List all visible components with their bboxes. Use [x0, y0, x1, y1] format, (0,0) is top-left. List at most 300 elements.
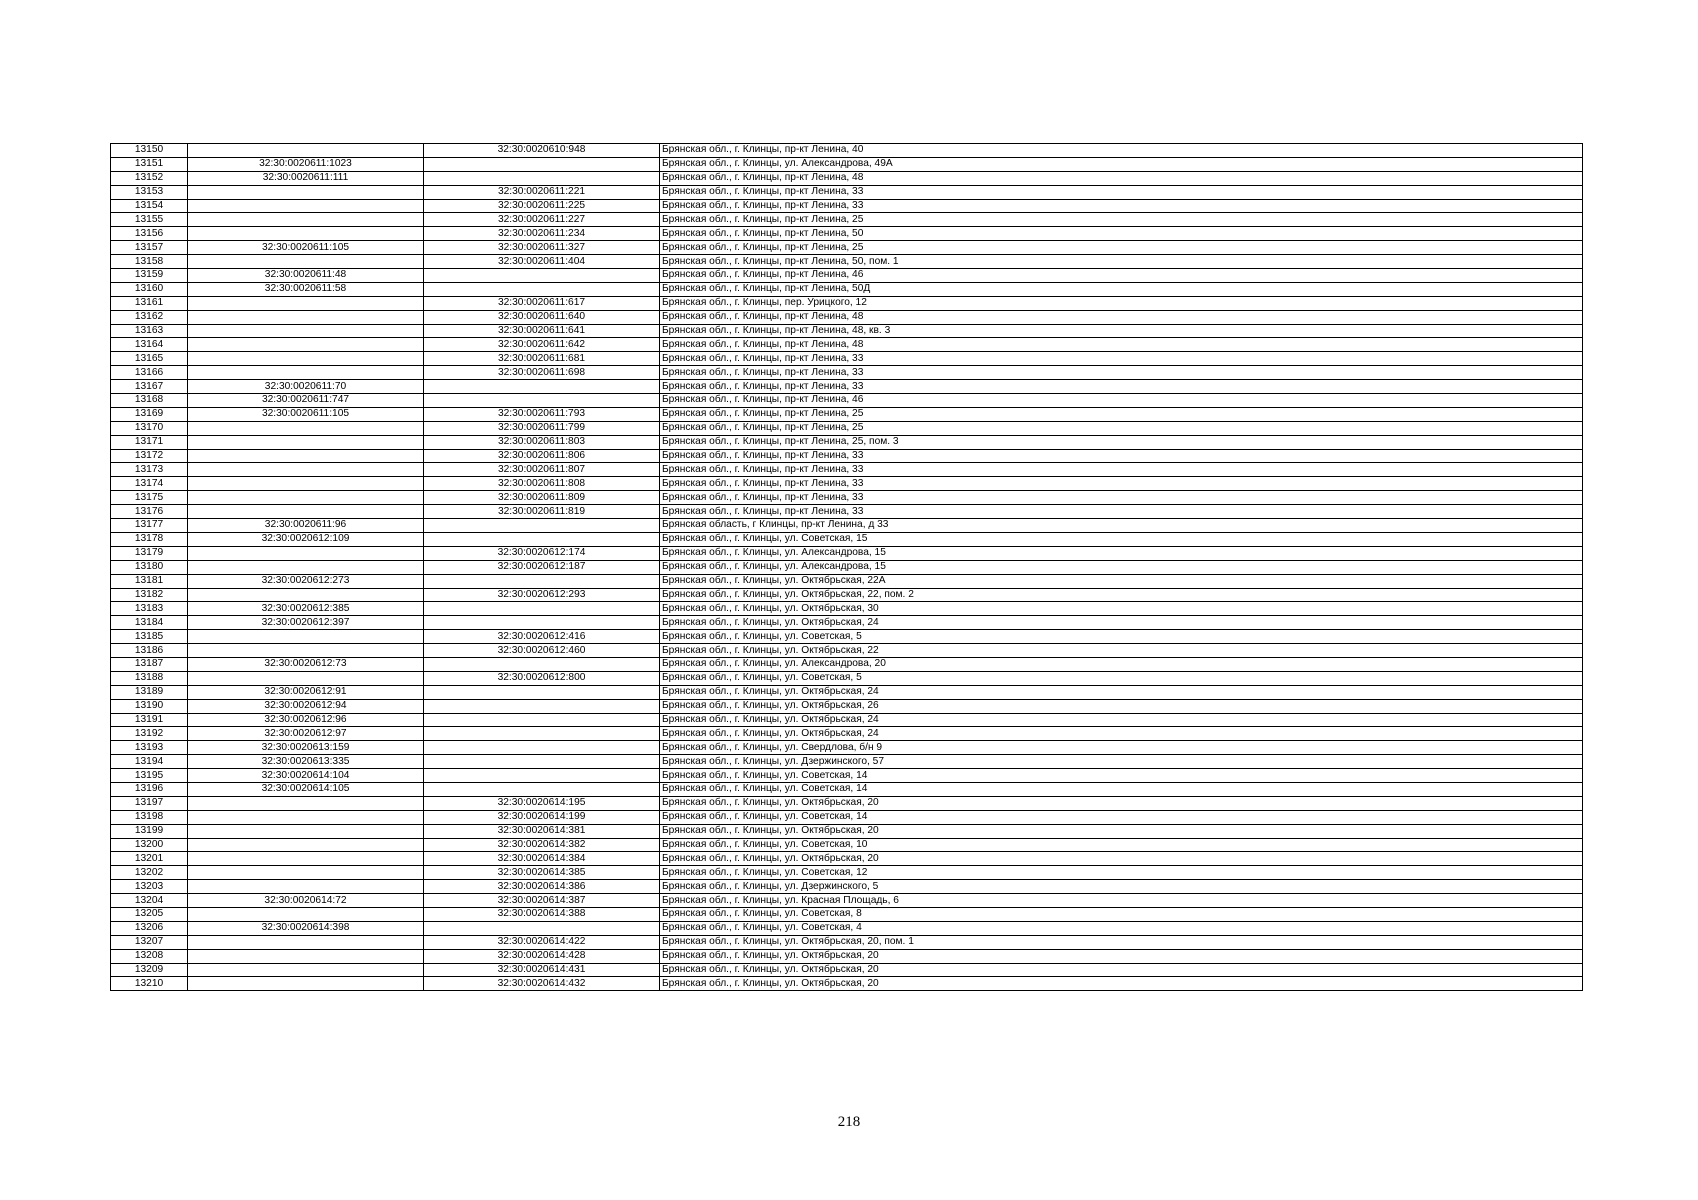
address: Брянская обл., г. Клинцы, ул. Советская, 5: [660, 630, 1583, 644]
cadastral-number-object: 32:30:0020611:404: [424, 255, 660, 269]
cadastral-number-object: 32:30:0020614:428: [424, 949, 660, 963]
cadastral-number-parcel: [188, 838, 424, 852]
table-row: [111, 505, 1583, 519]
address: Брянская обл., г. Клинцы, пр-кт Ленина, 33: [660, 491, 1583, 505]
cadastral-number-parcel: 32:30:0020611:105: [188, 407, 424, 421]
row-number: 13155: [111, 213, 188, 227]
cadastral-number-object: [424, 657, 660, 671]
row-number: 13180: [111, 560, 188, 574]
table-row: [111, 532, 1583, 546]
address: Брянская обл., г. Клинцы, пр-кт Ленина, 50: [660, 227, 1583, 241]
row-number: 13191: [111, 713, 188, 727]
cadastral-number-parcel: [188, 644, 424, 658]
row-number: 13166: [111, 366, 188, 380]
table-row: [111, 963, 1583, 977]
table-row: [111, 491, 1583, 505]
row-number: 13208: [111, 949, 188, 963]
table-row: [111, 949, 1583, 963]
cadastral-number-parcel: [188, 435, 424, 449]
table-row: [111, 810, 1583, 824]
cadastral-number-parcel: [188, 227, 424, 241]
cadastral-number-parcel: [188, 935, 424, 949]
row-number: 13153: [111, 185, 188, 199]
cadastral-number-parcel: 32:30:0020614:72: [188, 894, 424, 908]
row-number: 13154: [111, 199, 188, 213]
address: Брянская обл., г. Клинцы, ул. Советская, 4: [660, 921, 1583, 935]
cadastral-number-parcel: 32:30:0020611:96: [188, 519, 424, 533]
cadastral-number-object: 32:30:0020611:806: [424, 449, 660, 463]
cadastral-number-parcel: 32:30:0020612:109: [188, 532, 424, 546]
cadastral-number-parcel: 32:30:0020611:111: [188, 171, 424, 185]
row-number: 13200: [111, 838, 188, 852]
row-number: 13207: [111, 935, 188, 949]
table-row: [111, 588, 1583, 602]
table-row: [111, 519, 1583, 533]
address: Брянская обл., г. Клинцы, ул. Октябрьская, 22: [660, 644, 1583, 658]
row-number: 13167: [111, 380, 188, 394]
address: Брянская обл., г. Клинцы, ул. Свердлова, б/н 9: [660, 741, 1583, 755]
cadastral-number-parcel: [188, 491, 424, 505]
cadastral-number-object: 32:30:0020614:386: [424, 880, 660, 894]
table-row: [111, 935, 1583, 949]
row-number: 13173: [111, 463, 188, 477]
row-number: 13158: [111, 255, 188, 269]
row-number: 13163: [111, 324, 188, 338]
table-row: [111, 907, 1583, 921]
cadastral-number-object: 32:30:0020611:640: [424, 310, 660, 324]
row-number: 13188: [111, 671, 188, 685]
table-row: [111, 546, 1583, 560]
cadastral-number-object: [424, 282, 660, 296]
row-number: 13185: [111, 630, 188, 644]
cadastral-number-object: 32:30:0020611:808: [424, 477, 660, 491]
cadastral-number-parcel: 32:30:0020611:58: [188, 282, 424, 296]
row-number: 13170: [111, 421, 188, 435]
address: Брянская обл., г. Клинцы, пр-кт Ленина, 40: [660, 144, 1583, 158]
table-row: [111, 782, 1583, 796]
address: Брянская обл., г. Клинцы, ул. Октябрьская, 22А: [660, 574, 1583, 588]
cadastral-number-parcel: [188, 852, 424, 866]
cadastral-number-object: 32:30:0020611:642: [424, 338, 660, 352]
cadastral-number-parcel: [188, 421, 424, 435]
cadastral-number-parcel: 32:30:0020612:91: [188, 685, 424, 699]
table-row: [111, 282, 1583, 296]
address: Брянская обл., г. Клинцы, пр-кт Ленина, 33: [660, 449, 1583, 463]
table-row: [111, 769, 1583, 783]
cadastral-number-parcel: [188, 255, 424, 269]
address: Брянская обл., г. Клинцы, пр-кт Ленина, 25: [660, 213, 1583, 227]
address: Брянская обл., г. Клинцы, ул. Дзержинского, 5: [660, 880, 1583, 894]
address: Брянская обл., г. Клинцы, пр-кт Ленина, 33: [660, 366, 1583, 380]
cadastral-number-parcel: [188, 213, 424, 227]
cadastral-number-object: 32:30:0020610:948: [424, 144, 660, 158]
address: Брянская обл., г. Клинцы, пр-кт Ленина, 33: [660, 505, 1583, 519]
row-number: 13161: [111, 296, 188, 310]
row-number: 13164: [111, 338, 188, 352]
row-number: 13156: [111, 227, 188, 241]
address: Брянская обл., г. Клинцы, пр-кт Ленина, 48, кв. 3: [660, 324, 1583, 338]
table-row: [111, 616, 1583, 630]
cadastral-number-object: 32:30:0020614:387: [424, 894, 660, 908]
cadastral-number-parcel: [188, 977, 424, 991]
cadastral-number-object: 32:30:0020614:431: [424, 963, 660, 977]
cadastral-number-object: 32:30:0020611:793: [424, 407, 660, 421]
cadastral-number-parcel: 32:30:0020614:105: [188, 782, 424, 796]
table-row: [111, 338, 1583, 352]
cadastral-number-parcel: 32:30:0020613:335: [188, 755, 424, 769]
table-row: [111, 394, 1583, 408]
address: Брянская обл., г. Клинцы, пр-кт Ленина, 46: [660, 269, 1583, 283]
cadastral-number-parcel: [188, 546, 424, 560]
cadastral-number-object: 32:30:0020611:641: [424, 324, 660, 338]
cadastral-number-parcel: 32:30:0020612:97: [188, 727, 424, 741]
cadastral-number-object: 32:30:0020611:681: [424, 352, 660, 366]
cadastral-number-parcel: [188, 477, 424, 491]
address: Брянская обл., г. Клинцы, ул. Октябрьская, 20: [660, 963, 1583, 977]
cadastral-number-parcel: [188, 671, 424, 685]
table-row: [111, 227, 1583, 241]
table-row: [111, 324, 1583, 338]
cadastral-number-object: 32:30:0020611:617: [424, 296, 660, 310]
table-row: [111, 644, 1583, 658]
table-row: [111, 171, 1583, 185]
cadastral-number-object: 32:30:0020612:416: [424, 630, 660, 644]
address: Брянская обл., г. Клинцы, пр-кт Ленина, 33: [660, 463, 1583, 477]
cadastral-number-object: 32:30:0020611:234: [424, 227, 660, 241]
row-number: 13197: [111, 796, 188, 810]
row-number: 13190: [111, 699, 188, 713]
table-row: [111, 421, 1583, 435]
address: Брянская обл., г. Клинцы, пр-кт Ленина, 25: [660, 421, 1583, 435]
table-row: [111, 796, 1583, 810]
table-row: [111, 241, 1583, 255]
table-row: [111, 435, 1583, 449]
table-row: [111, 921, 1583, 935]
table-row: [111, 560, 1583, 574]
cadastral-number-object: 32:30:0020614:199: [424, 810, 660, 824]
cadastral-number-parcel: [188, 324, 424, 338]
cadastral-number-object: [424, 616, 660, 630]
address: Брянская обл., г. Клинцы, пр-кт Ленина, 33: [660, 352, 1583, 366]
table-row: [111, 296, 1583, 310]
cadastral-number-object: 32:30:0020612:293: [424, 588, 660, 602]
table-row: [111, 144, 1583, 158]
row-number: 13159: [111, 269, 188, 283]
table-row: [111, 977, 1583, 991]
address: Брянская обл., г. Клинцы, пр-кт Ленина, 33: [660, 380, 1583, 394]
table-row: [111, 741, 1583, 755]
cadastral-number-parcel: [188, 144, 424, 158]
cadastral-number-parcel: 32:30:0020611:1023: [188, 157, 424, 171]
address: Брянская обл., г. Клинцы, пр-кт Ленина, 33: [660, 199, 1583, 213]
cadastral-number-parcel: [188, 185, 424, 199]
address: Брянская обл., г. Клинцы, пр-кт Ленина, 50, пом. 1: [660, 255, 1583, 269]
cadastral-number-parcel: [188, 907, 424, 921]
cadastral-number-parcel: [188, 824, 424, 838]
address: Брянская обл., г. Клинцы, ул. Советская, 15: [660, 532, 1583, 546]
row-number: 13178: [111, 532, 188, 546]
row-number: 13152: [111, 171, 188, 185]
address: Брянская область, г Клинцы, пр-кт Ленина, д 33: [660, 519, 1583, 533]
address: Брянская обл., г. Клинцы, ул. Октябрьская, 20, пом. 1: [660, 935, 1583, 949]
cadastral-number-object: 32:30:0020612:187: [424, 560, 660, 574]
cadastral-number-object: 32:30:0020614:422: [424, 935, 660, 949]
cadastral-number-object: 32:30:0020614:384: [424, 852, 660, 866]
row-number: 13169: [111, 407, 188, 421]
cadastral-number-object: [424, 394, 660, 408]
address: Брянская обл., г. Клинцы, ул. Октябрьская, 24: [660, 713, 1583, 727]
address: Брянская обл., г. Клинцы, ул. Советская, 14: [660, 769, 1583, 783]
cadastral-number-object: [424, 574, 660, 588]
cadastral-number-object: [424, 157, 660, 171]
table-row: [111, 157, 1583, 171]
cadastral-number-object: 32:30:0020612:800: [424, 671, 660, 685]
table-row: [111, 366, 1583, 380]
table-row: [111, 671, 1583, 685]
table-row: [111, 657, 1583, 671]
table-row: [111, 866, 1583, 880]
address: Брянская обл., г. Клинцы, ул. Октябрьская, 22, пом. 2: [660, 588, 1583, 602]
cadastral-number-parcel: [188, 963, 424, 977]
table-row: [111, 574, 1583, 588]
cadastral-number-parcel: [188, 810, 424, 824]
table-row: [111, 185, 1583, 199]
cadastral-number-parcel: [188, 560, 424, 574]
row-number: 13198: [111, 810, 188, 824]
cadastral-number-parcel: [188, 199, 424, 213]
cadastral-number-parcel: 32:30:0020612:397: [188, 616, 424, 630]
cadastral-number-parcel: [188, 866, 424, 880]
cadastral-number-object: 32:30:0020612:460: [424, 644, 660, 658]
cadastral-number-object: [424, 713, 660, 727]
row-number: 13193: [111, 741, 188, 755]
address: Брянская обл., г. Клинцы, ул. Октябрьская, 20: [660, 796, 1583, 810]
cadastral-number-object: [424, 921, 660, 935]
cadastral-number-parcel: [188, 796, 424, 810]
row-number: 13186: [111, 644, 188, 658]
cadastral-number-object: 32:30:0020611:227: [424, 213, 660, 227]
table-row: [111, 310, 1583, 324]
address: Брянская обл., г. Клинцы, ул. Октябрьская, 20: [660, 977, 1583, 991]
cadastral-number-object: 32:30:0020611:225: [424, 199, 660, 213]
address: Брянская обл., г. Клинцы, ул. Октябрьская, 20: [660, 949, 1583, 963]
table-row: [111, 838, 1583, 852]
address: Брянская обл., г. Клинцы, пр-кт Ленина, 48: [660, 171, 1583, 185]
address: Брянская обл., г. Клинцы, пр-кт Ленина, 46: [660, 394, 1583, 408]
cadastral-number-parcel: [188, 296, 424, 310]
address: Брянская обл., г. Клинцы, пр-кт Ленина, 33: [660, 185, 1583, 199]
cadastral-number-object: [424, 699, 660, 713]
table-row: [111, 380, 1583, 394]
address: Брянская обл., г. Клинцы, ул. Октябрьская, 26: [660, 699, 1583, 713]
cadastral-number-object: 32:30:0020611:799: [424, 421, 660, 435]
cadastral-number-parcel: 32:30:0020611:747: [188, 394, 424, 408]
address: Брянская обл., г. Клинцы, ул. Октябрьская, 24: [660, 616, 1583, 630]
cadastral-number-object: [424, 685, 660, 699]
cadastral-number-object: 32:30:0020611:698: [424, 366, 660, 380]
cadastral-number-object: 32:30:0020611:803: [424, 435, 660, 449]
cadastral-number-parcel: [188, 366, 424, 380]
row-number: 13210: [111, 977, 188, 991]
row-number: 13175: [111, 491, 188, 505]
address: Брянская обл., г. Клинцы, ул. Октябрьская, 24: [660, 685, 1583, 699]
cadastral-number-parcel: 32:30:0020613:159: [188, 741, 424, 755]
row-number: 13157: [111, 241, 188, 255]
data-table: [110, 143, 1583, 991]
address: Брянская обл., г. Клинцы, ул. Александрова, 49А: [660, 157, 1583, 171]
cadastral-number-parcel: [188, 588, 424, 602]
row-number: 13203: [111, 880, 188, 894]
row-number: 13160: [111, 282, 188, 296]
address: Брянская обл., г. Клинцы, пр-кт Ленина, 48: [660, 338, 1583, 352]
address: Брянская обл., г. Клинцы, ул. Советская, 14: [660, 810, 1583, 824]
cadastral-number-parcel: 32:30:0020611:70: [188, 380, 424, 394]
row-number: 13202: [111, 866, 188, 880]
cadastral-number-parcel: 32:30:0020611:105: [188, 241, 424, 255]
row-number: 13182: [111, 588, 188, 602]
address: Брянская обл., г. Клинцы, ул. Октябрьская, 20: [660, 852, 1583, 866]
table-row: [111, 755, 1583, 769]
row-number: 13204: [111, 894, 188, 908]
cadastral-number-parcel: 32:30:0020614:398: [188, 921, 424, 935]
address: Брянская обл., г. Клинцы, ул. Советская, 8: [660, 907, 1583, 921]
table-row: [111, 449, 1583, 463]
table-row: [111, 699, 1583, 713]
cadastral-number-object: 32:30:0020611:221: [424, 185, 660, 199]
table-row: [111, 713, 1583, 727]
cadastral-number-parcel: 32:30:0020612:94: [188, 699, 424, 713]
row-number: 13151: [111, 157, 188, 171]
row-number: 13189: [111, 685, 188, 699]
address: Брянская обл., г. Клинцы, ул. Советская, 10: [660, 838, 1583, 852]
row-number: 13184: [111, 616, 188, 630]
cadastral-number-parcel: 32:30:0020612:96: [188, 713, 424, 727]
row-number: 13165: [111, 352, 188, 366]
address: Брянская обл., г. Клинцы, ул. Октябрьская, 30: [660, 602, 1583, 616]
address: Брянская обл., г. Клинцы, ул. Александрова, 15: [660, 560, 1583, 574]
address: Брянская обл., г. Клинцы, ул. Советская, 12: [660, 866, 1583, 880]
cadastral-number-parcel: [188, 338, 424, 352]
row-number: 13162: [111, 310, 188, 324]
row-number: 13176: [111, 505, 188, 519]
page-number: 218: [837, 1114, 861, 1130]
row-number: 13196: [111, 782, 188, 796]
cadastral-number-object: [424, 741, 660, 755]
row-number: 13206: [111, 921, 188, 935]
cadastral-number-parcel: [188, 630, 424, 644]
cadastral-number-parcel: 32:30:0020611:48: [188, 269, 424, 283]
cadastral-number-parcel: 32:30:0020612:385: [188, 602, 424, 616]
row-number: 13199: [111, 824, 188, 838]
row-number: 13183: [111, 602, 188, 616]
row-number: 13172: [111, 449, 188, 463]
table-row: [111, 880, 1583, 894]
cadastral-number-parcel: 32:30:0020612:273: [188, 574, 424, 588]
cadastral-number-object: [424, 171, 660, 185]
address: Брянская обл., г. Клинцы, ул. Александрова, 20: [660, 657, 1583, 671]
cadastral-number-object: 32:30:0020611:327: [424, 241, 660, 255]
table-row: [111, 852, 1583, 866]
cadastral-number-parcel: [188, 505, 424, 519]
row-number: 13179: [111, 546, 188, 560]
row-number: 13174: [111, 477, 188, 491]
cadastral-number-object: 32:30:0020614:385: [424, 866, 660, 880]
address: Брянская обл., г. Клинцы, пр-кт Ленина, 25: [660, 241, 1583, 255]
address: Брянская обл., г. Клинцы, пр-кт Ленина, 50Д: [660, 282, 1583, 296]
address: Брянская обл., г. Клинцы, пер. Урицкого, 12: [660, 296, 1583, 310]
table-row: [111, 477, 1583, 491]
cadastral-number-object: [424, 769, 660, 783]
table-row: [111, 602, 1583, 616]
cadastral-number-parcel: [188, 949, 424, 963]
cadastral-number-object: [424, 519, 660, 533]
cadastral-number-object: [424, 380, 660, 394]
row-number: 13168: [111, 394, 188, 408]
row-number: 13209: [111, 963, 188, 977]
address: Брянская обл., г. Клинцы, пр-кт Ленина, 48: [660, 310, 1583, 324]
table-row: [111, 685, 1583, 699]
row-number: 13194: [111, 755, 188, 769]
address: Брянская обл., г. Клинцы, ул. Советская, 14: [660, 782, 1583, 796]
row-number: 13150: [111, 144, 188, 158]
row-number: 13192: [111, 727, 188, 741]
address: Брянская обл., г. Клинцы, ул. Дзержинского, 57: [660, 755, 1583, 769]
cadastral-number-object: 32:30:0020614:432: [424, 977, 660, 991]
address: Брянская обл., г. Клинцы, пр-кт Ленина, 25, пом. 3: [660, 435, 1583, 449]
address: Брянская обл., г. Клинцы, пр-кт Ленина, 25: [660, 407, 1583, 421]
table-row: [111, 199, 1583, 213]
table-row: [111, 213, 1583, 227]
row-number: 13205: [111, 907, 188, 921]
cadastral-number-parcel: 32:30:0020614:104: [188, 769, 424, 783]
cadastral-number-object: [424, 727, 660, 741]
table-body: [111, 144, 1583, 991]
cadastral-number-parcel: 32:30:0020612:73: [188, 657, 424, 671]
cadastral-number-object: 32:30:0020614:388: [424, 907, 660, 921]
address: Брянская обл., г. Клинцы, пр-кт Ленина, 33: [660, 477, 1583, 491]
table-row: [111, 463, 1583, 477]
address: Брянская обл., г. Клинцы, ул. Октябрьская, 20: [660, 824, 1583, 838]
row-number: 13201: [111, 852, 188, 866]
cadastral-number-object: [424, 532, 660, 546]
cadastral-number-object: 32:30:0020611:819: [424, 505, 660, 519]
cadastral-number-object: [424, 602, 660, 616]
table-row: [111, 255, 1583, 269]
table-row: [111, 727, 1583, 741]
cadastral-number-object: 32:30:0020614:382: [424, 838, 660, 852]
table-row: [111, 824, 1583, 838]
cadastral-number-object: 32:30:0020611:809: [424, 491, 660, 505]
cadastral-number-parcel: [188, 463, 424, 477]
cadastral-number-object: 32:30:0020614:381: [424, 824, 660, 838]
table-row: [111, 894, 1583, 908]
table-row: [111, 407, 1583, 421]
cadastral-number-parcel: [188, 310, 424, 324]
table-row: [111, 352, 1583, 366]
cadastral-number-object: [424, 755, 660, 769]
cadastral-number-object: [424, 269, 660, 283]
address: Брянская обл., г. Клинцы, ул. Советская, 5: [660, 671, 1583, 685]
cadastral-number-object: [424, 782, 660, 796]
address: Брянская обл., г. Клинцы, ул. Александрова, 15: [660, 546, 1583, 560]
row-number: 13171: [111, 435, 188, 449]
cadastral-number-object: 32:30:0020614:195: [424, 796, 660, 810]
row-number: 13181: [111, 574, 188, 588]
cadastral-number-parcel: [188, 449, 424, 463]
row-number: 13177: [111, 519, 188, 533]
cadastral-number-parcel: [188, 352, 424, 366]
address: Брянская обл., г. Клинцы, ул. Октябрьская, 24: [660, 727, 1583, 741]
